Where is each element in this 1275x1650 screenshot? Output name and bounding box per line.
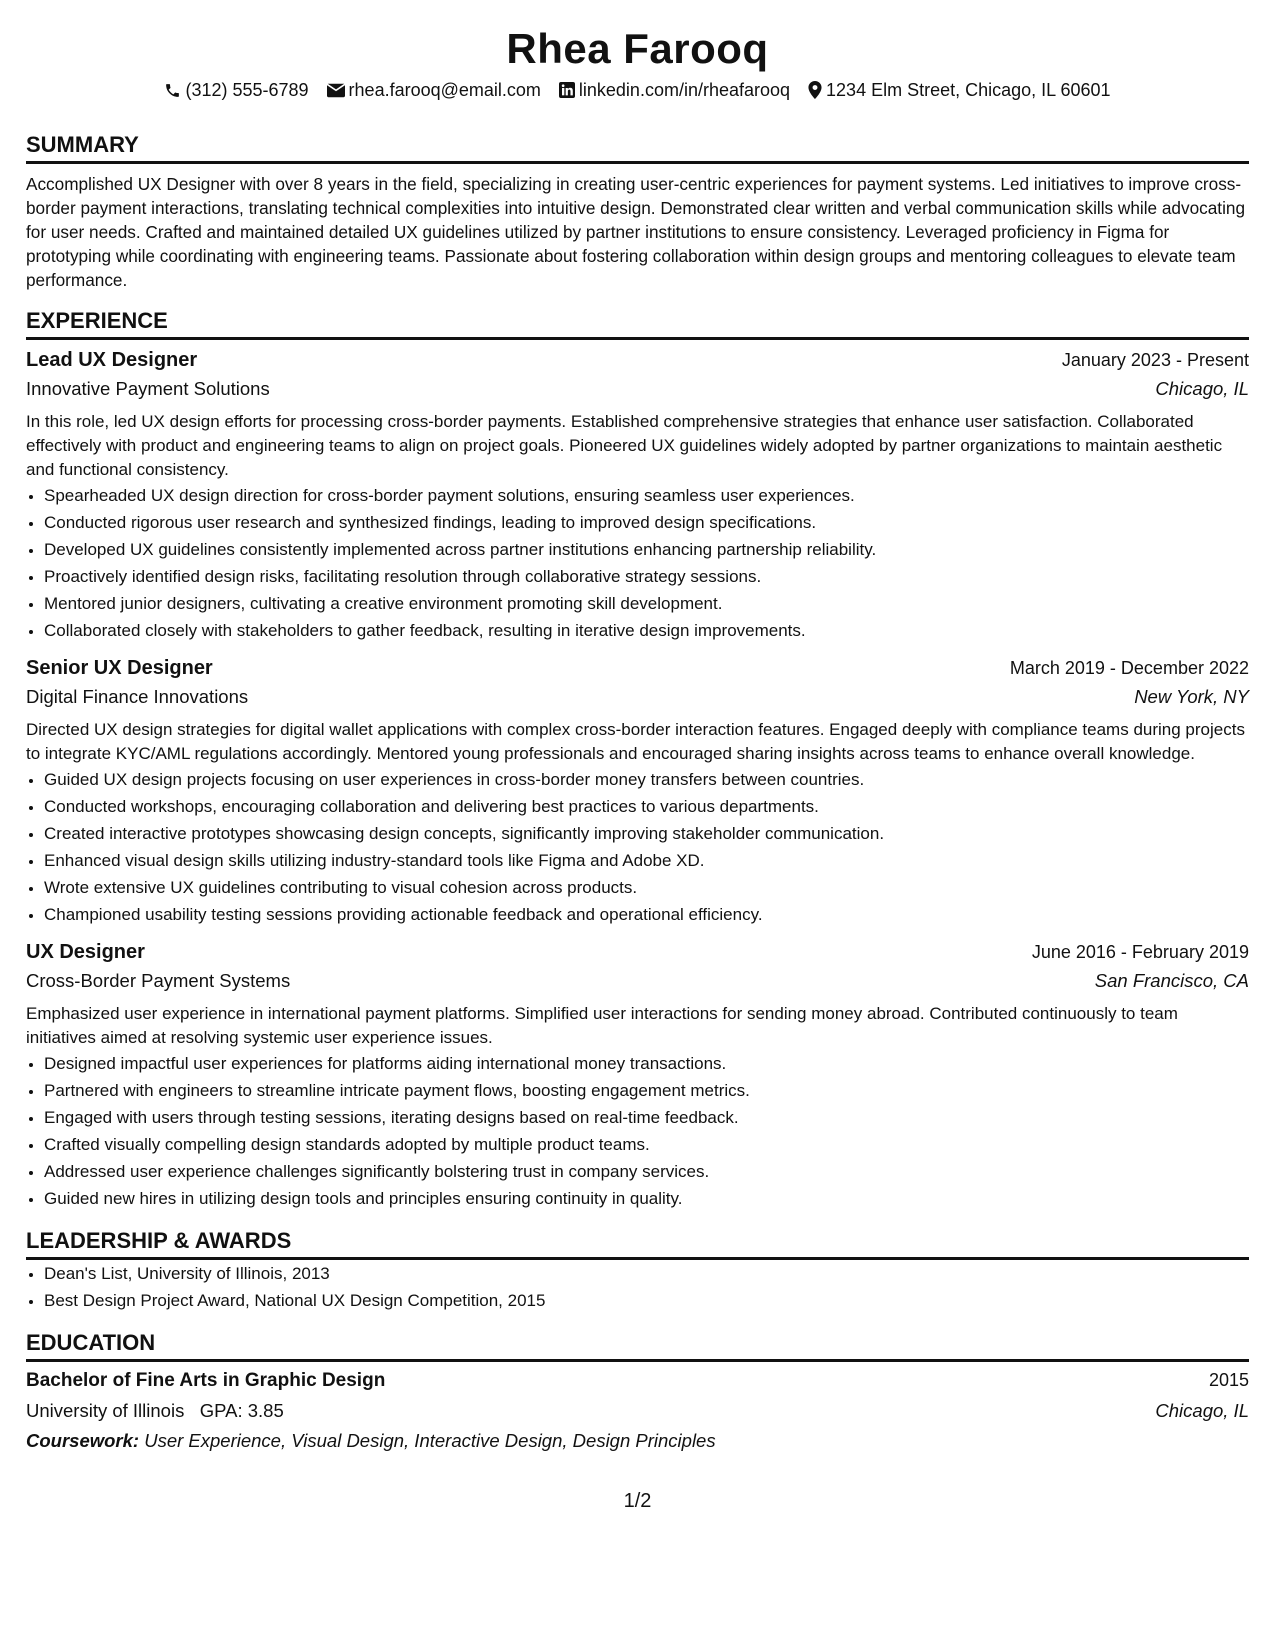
- job-bullets: [26, 766, 1249, 928]
- job-bullets: [26, 482, 1249, 644]
- job-bullets: [26, 1050, 1249, 1212]
- bullet-item: • Addressed user experience challenges significantly bolstering trust in company services.: [44, 1158, 1249, 1185]
- page-number: 1/2: [623, 1490, 652, 1512]
- job-location: Chicago, IL: [1155, 378, 1249, 399]
- bullet-item: • Created interactive prototypes showcasing design concepts, significantly improving stakeholder communication.: [44, 820, 1249, 847]
- bullet-item: • Spearheaded UX design direction for cross-border payment solutions, ensuring seamless user experiences.: [44, 482, 1249, 509]
- bullet-item: • Proactively identified design risks, facilitating resolution through collaborative strategy sessions.: [44, 563, 1249, 590]
- bullet-item: • Guided UX design projects focusing on user experiences in cross-border money transfers between countries.: [44, 766, 1249, 793]
- bullet-item: • Developed UX guidelines consistently implemented across partner institutions enhancing partnership reliability.: [44, 536, 1249, 563]
- job-entry: [26, 346, 1249, 644]
- phone-text: (312) 555-6789: [185, 80, 309, 100]
- job-location: New York, NY: [1134, 686, 1249, 707]
- school-name: University of Illinois: [26, 1400, 185, 1421]
- bullet-item: • Partnered with engineers to streamline intricate payment flows, boosting engagement metrics.: [44, 1077, 1249, 1104]
- company-name: Cross-Border Payment Systems: [26, 970, 291, 991]
- bullet-item: • Wrote extensive UX guidelines contributing to visual cohesion across products.: [44, 874, 1249, 901]
- bullet-item: • Collaborated closely with stakeholders to gather feedback, resulting in iterative design improvements.: [44, 617, 1249, 644]
- job-description: Emphasized user experience in international payment platforms. Simplified user interactions for sending money abroad. Contributed continuously to team initiatives aimed at resolving systemic user experience issues.: [26, 1004, 1178, 1047]
- contact-bar: [26, 79, 1249, 101]
- award-item: • Dean's List, University of Illinois, 2013: [44, 1260, 1249, 1287]
- bullet-item: • Conducted workshops, encouraging collaboration and delivering best practices to various departments.: [44, 793, 1249, 820]
- bullet-item: • Conducted rigorous user research and synthesized findings, leading to improved design specifications.: [44, 509, 1249, 536]
- award-item: • Best Design Project Award, National UX Design Competition, 2015: [44, 1287, 1249, 1314]
- contact-phone: [164, 79, 308, 101]
- coursework: [26, 1426, 1249, 1456]
- job-entry: [26, 654, 1249, 928]
- job-title: UX Designer: [26, 941, 145, 963]
- bullet-item: • Engaged with users through testing sessions, iterating designs based on real-time feedback.: [44, 1104, 1249, 1131]
- job-location: San Francisco, CA: [1094, 970, 1249, 991]
- bullet-item: • Designed impactful user experiences for platforms aiding international money transactions.: [44, 1050, 1249, 1077]
- education-heading: EDUCATION: [26, 1330, 1249, 1362]
- job-title: Lead UX Designer: [26, 349, 198, 371]
- gpa: GPA: 3.85: [199, 1400, 284, 1421]
- candidate-name: Rhea Farooq: [506, 25, 769, 72]
- awards-heading: LEADERSHIP & AWARDS: [26, 1228, 1249, 1260]
- contact-email[interactable]: [327, 79, 541, 101]
- job-title: Senior UX Designer: [26, 657, 213, 679]
- coursework-label: Coursework:: [26, 1430, 140, 1451]
- linkedin-link[interactable]: linkedin.com/in/rheafarooq: [578, 80, 791, 100]
- degree-name: Bachelor of Fine Arts in Graphic Design: [26, 1370, 386, 1391]
- email-link[interactable]: rhea.farooq@email.com: [348, 80, 541, 100]
- job-description: Directed UX design strategies for digital wallet applications with complex cross-border interaction features. Engaged deeply with compliance teams during projects to integrate KYC/AML regulations accordingly. Mentored young professionals and encouraged sharing insights across teams to enhance overall knowledge.: [26, 720, 1245, 763]
- contact-linkedin[interactable]: [559, 79, 790, 101]
- graduation-year: 2015: [1208, 1370, 1249, 1390]
- job-description: In this role, led UX design efforts for processing cross-border payments. Established comprehensive strategies that enhance user satisfaction. Collaborated effectively with product and engineering teams to align on project goals. Pioneered UX guidelines widely adopted by partner organizations to maintain aesthetic and functional consistency.: [26, 412, 1223, 479]
- company-name: Innovative Payment Solutions: [26, 378, 270, 399]
- job-dates: March 2019 - December 2022: [1009, 658, 1249, 678]
- bullet-item: • Enhanced visual design skills utilizing industry-standard tools like Figma and Adobe XD.: [44, 847, 1249, 874]
- awards-list: [26, 1260, 1249, 1314]
- experience-heading: EXPERIENCE: [26, 308, 1249, 340]
- school-info: [26, 1396, 284, 1426]
- job-dates: January 2023 - Present: [1061, 350, 1249, 370]
- bullet-item: • Mentored junior designers, cultivating a creative environment promoting skill development.: [44, 590, 1249, 617]
- phone-icon: [164, 82, 181, 99]
- summary-text: Accomplished UX Designer with over 8 years in the field, specializing in creating user-centric experiences for payment systems. Led initiatives to improve cross-border payment interactions, translating technical complexities into intuitive design. Demonstrated clear written and verbal communication skills while advocating for user needs. Crafted and maintained detailed UX guidelines utilized by partner institutions to ensure consistency. Leveraged proficiency in Figma for prototyping while coordinating with engineering teams. Passionate about fostering collaboration within design groups and mentoring colleagues to elevate team performance.: [26, 174, 1246, 290]
- contact-address: [808, 79, 1111, 101]
- bullet-item: • Championed usability testing sessions providing actionable feedback and operational efficiency.: [44, 901, 1249, 928]
- coursework-list: User Experience, Visual Design, Interactive Design, Design Principles: [144, 1430, 716, 1451]
- envelope-icon: [327, 83, 345, 98]
- school-location: Chicago, IL: [1155, 1400, 1249, 1421]
- summary-heading: SUMMARY: [26, 132, 1249, 164]
- linkedin-icon: [559, 82, 575, 98]
- company-name: Digital Finance Innovations: [26, 686, 249, 707]
- job-entry: [26, 938, 1249, 1212]
- bullet-item: • Guided new hires in utilizing design tools and principles ensuring continuity in quality.: [44, 1185, 1249, 1212]
- map-pin-icon: [808, 81, 822, 99]
- education-entry: [26, 1366, 1249, 1456]
- address-text: 1234 Elm Street, Chicago, IL 60601: [826, 80, 1111, 100]
- bullet-item: • Crafted visually compelling design standards adopted by multiple product teams.: [44, 1131, 1249, 1158]
- job-dates: June 2016 - February 2019: [1031, 942, 1249, 962]
